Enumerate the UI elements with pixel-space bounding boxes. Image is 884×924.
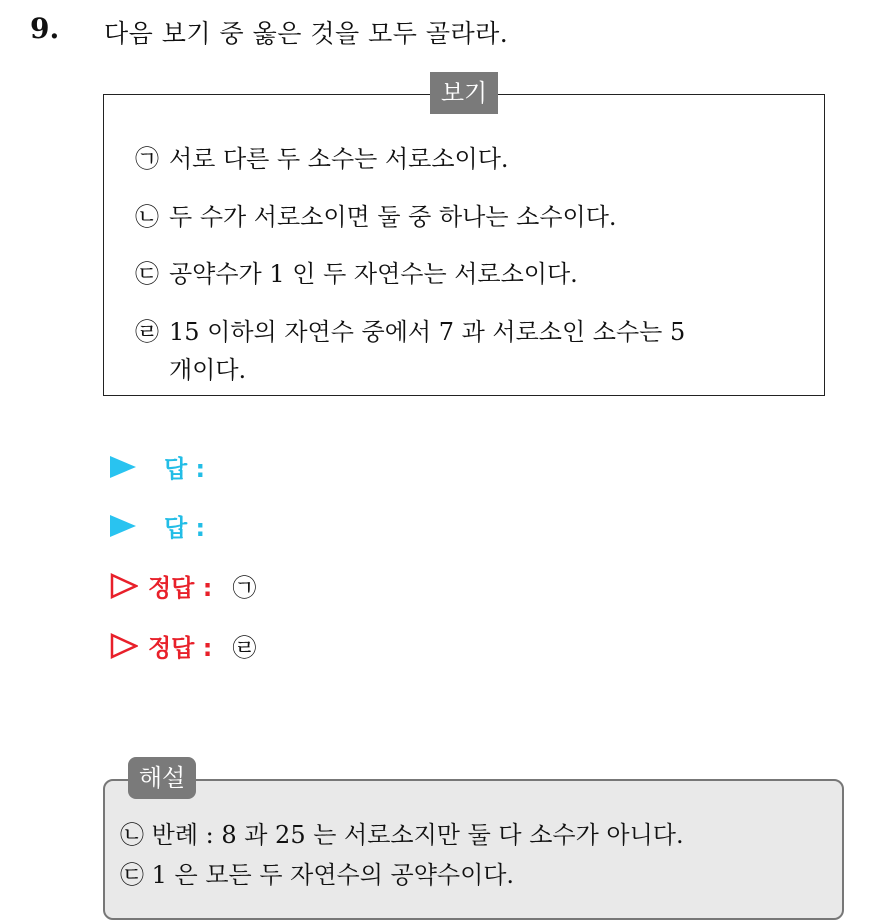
correct-value: ㉣: [232, 634, 257, 662]
item-mark: ㉢: [135, 260, 159, 288]
hollow-triangle-icon: [110, 573, 138, 599]
item-mark: ㉠: [135, 145, 159, 173]
item-mark: ㉣: [135, 318, 159, 346]
explanation-line-1: ㉡ 반례 : 8 과 25 는 서로소지만 둘 다 소수가 아니다.: [120, 821, 684, 849]
play-triangle-icon: [110, 456, 136, 478]
answer-label: 답 :: [164, 455, 206, 483]
bogi-label: 보기: [430, 72, 498, 114]
item-text: 서로 다른 두 소수는 서로소이다.: [169, 145, 509, 173]
question-text: 다음 보기 중 옳은 것을 모두 골라라.: [104, 19, 509, 48]
answer-label: 답 :: [164, 514, 206, 542]
bogi-item-4: [135, 313, 755, 389]
correct-value: ㉠: [232, 574, 257, 602]
play-triangle-icon: [110, 515, 136, 537]
item-mark: ㉡: [135, 203, 159, 231]
bogi-item-1: [135, 140, 755, 178]
explanation-label: 해설: [128, 757, 196, 799]
explanation-line-2: ㉢ 1 은 모든 두 자연수의 공약수이다.: [120, 861, 515, 889]
question-number: 9.: [30, 12, 60, 45]
answer-row-2: [110, 508, 205, 543]
item-text-continued: 개이다.: [169, 356, 247, 384]
correct-label: 정답 :: [148, 634, 213, 662]
item-text: 15 이하의 자연수 중에서 7 과 서로소인 소수는 5: [169, 318, 686, 346]
correct-label: 정답 :: [148, 574, 213, 602]
hollow-triangle-icon: [110, 633, 138, 659]
correct-row-1: [110, 568, 256, 603]
item-text: 두 수가 서로소이면 둘 중 하나는 소수이다.: [169, 203, 617, 231]
bogi-item-3: [135, 255, 755, 293]
correct-row-2: [110, 628, 256, 663]
answer-row-1: [110, 449, 205, 484]
bogi-item-2: [135, 198, 755, 236]
item-text: 공약수가 1 인 두 자연수는 서로소이다.: [169, 260, 578, 288]
